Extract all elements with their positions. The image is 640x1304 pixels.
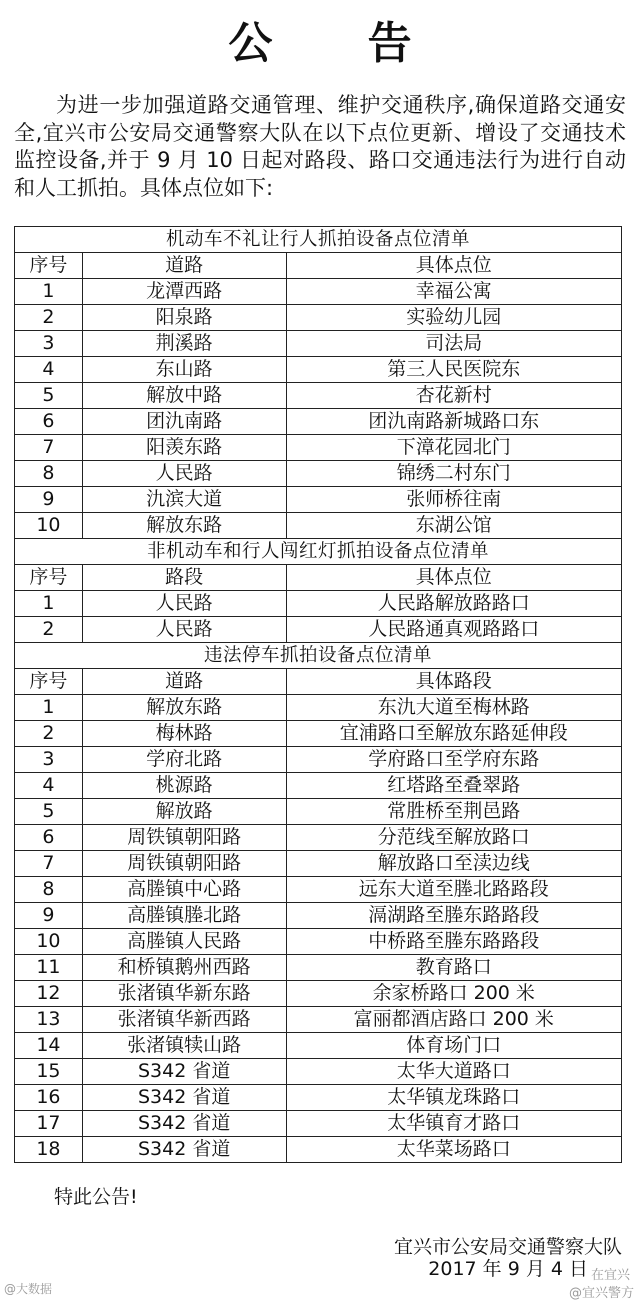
location: 余家桥路口 200 米 (286, 981, 622, 1007)
table-row (15, 981, 622, 1007)
location: 学府路口至学府东路 (286, 747, 622, 773)
table-row (15, 825, 622, 851)
road-name: 阳羡东路 (82, 435, 286, 461)
road-name: 氿滨大道 (82, 487, 286, 513)
location: 太华菜场路口 (286, 1137, 622, 1163)
section-title-row (15, 227, 622, 253)
row-index: 1 (15, 695, 83, 721)
road-name: S342 省道 (82, 1137, 286, 1163)
table-row (15, 1111, 622, 1137)
location: 中桥路至塍东路路段 (286, 929, 622, 955)
row-index: 18 (15, 1137, 83, 1163)
location: 司法局 (286, 331, 622, 357)
row-index: 5 (15, 799, 83, 825)
row-index: 7 (15, 851, 83, 877)
row-index: 11 (15, 955, 83, 981)
table-row (15, 383, 622, 409)
road-name: 学府北路 (82, 747, 286, 773)
watermark-right-top: 在宜兴 (590, 1268, 630, 1283)
table-row (15, 1007, 622, 1033)
watermark-left: @大数据 (4, 1282, 53, 1296)
column-header: 具体路段 (286, 669, 622, 695)
location: 团氿南路新城路口东 (286, 409, 622, 435)
column-header: 路段 (82, 565, 286, 591)
table-row (15, 1085, 622, 1111)
road-name: 高塍镇塍北路 (82, 903, 286, 929)
road-name: 荆溪路 (82, 331, 286, 357)
road-name: 周铁镇朝阳路 (82, 825, 286, 851)
row-index: 5 (15, 383, 83, 409)
row-index: 4 (15, 773, 83, 799)
column-header: 序号 (15, 669, 83, 695)
road-name: 梅林路 (82, 721, 286, 747)
row-index: 9 (15, 487, 83, 513)
table-row (15, 513, 622, 539)
location: 人民路通真观路路口 (286, 617, 622, 643)
intro-text: 为进一步加强道路交通管理、维护交通秩序,确保道路交通安全,宜兴市公安局交通警察大队在以下点位更新、增设了交通技术监控设备,并于 9 月 10 日起对路段、路口交通违法行为进行自动和人工抓拍。具体点位如下: (14, 93, 626, 200)
location: 第三人民医院东 (286, 357, 622, 383)
road-name: 桃源路 (82, 773, 286, 799)
row-index: 3 (15, 747, 83, 773)
location: 太华镇育才路口 (286, 1111, 622, 1137)
row-index: 15 (15, 1059, 83, 1085)
location: 太华镇龙珠路口 (286, 1085, 622, 1111)
table-row (15, 305, 622, 331)
location: 体育场门口 (286, 1033, 622, 1059)
table-header-row (15, 669, 622, 695)
location: 幸福公寓 (286, 279, 622, 305)
table-row (15, 773, 622, 799)
column-header: 序号 (15, 253, 83, 279)
row-index: 2 (15, 305, 83, 331)
section-title-row (15, 643, 622, 669)
row-index: 7 (15, 435, 83, 461)
table-header-row (15, 253, 622, 279)
location: 锦绣二村东门 (286, 461, 622, 487)
location: 宜浦路口至解放东路延伸段 (286, 721, 622, 747)
location: 太华大道路口 (286, 1059, 622, 1085)
intro-paragraph (14, 92, 626, 202)
road-name: 解放中路 (82, 383, 286, 409)
table-row (15, 279, 622, 305)
location: 张师桥往南 (286, 487, 622, 513)
road-name: 东山路 (82, 357, 286, 383)
row-index: 13 (15, 1007, 83, 1033)
road-name: 高塍镇中心路 (82, 877, 286, 903)
location: 解放路口至渎边线 (286, 851, 622, 877)
closing-text: 特此公告! (54, 1186, 138, 1208)
row-index: 1 (15, 591, 83, 617)
section-title-row (15, 539, 622, 565)
issuer-name: 宜兴市公安局交通警察大队 (393, 1236, 622, 1258)
row-index: 1 (15, 279, 83, 305)
row-index: 14 (15, 1033, 83, 1059)
column-header: 道路 (82, 253, 286, 279)
location: 实验幼儿园 (286, 305, 622, 331)
road-name: 张渚镇犊山路 (82, 1033, 286, 1059)
row-index: 8 (15, 461, 83, 487)
table-row (15, 435, 622, 461)
table-row (15, 331, 622, 357)
column-header: 具体点位 (286, 253, 622, 279)
row-index: 4 (15, 357, 83, 383)
location: 红塔路至叠翠路 (286, 773, 622, 799)
location: 杏花新村 (286, 383, 622, 409)
issue-date: 2017 年 9 月 4 日 (428, 1258, 588, 1280)
location: 下漳花园北门 (286, 435, 622, 461)
row-index: 2 (15, 617, 83, 643)
location: 分范线至解放路口 (286, 825, 622, 851)
road-name: S342 省道 (82, 1059, 286, 1085)
table-row (15, 851, 622, 877)
column-header: 道路 (82, 669, 286, 695)
row-index: 16 (15, 1085, 83, 1111)
road-name: 人民路 (82, 461, 286, 487)
table-row (15, 929, 622, 955)
row-index: 12 (15, 981, 83, 1007)
location: 滆湖路至塍东路路段 (286, 903, 622, 929)
section-title: 违法停车抓拍设备点位清单 (15, 643, 622, 669)
location: 教育路口 (286, 955, 622, 981)
table-row (15, 721, 622, 747)
table-row (15, 357, 622, 383)
row-index: 10 (15, 929, 83, 955)
location: 人民路解放路路口 (286, 591, 622, 617)
road-name: S342 省道 (82, 1111, 286, 1137)
row-index: 17 (15, 1111, 83, 1137)
table-header-row (15, 565, 622, 591)
camera-location-table (14, 226, 622, 1163)
section-title: 非机动车和行人闯红灯抓拍设备点位清单 (15, 539, 622, 565)
notice-title: 公 告 (228, 18, 452, 69)
row-index: 9 (15, 903, 83, 929)
row-index: 8 (15, 877, 83, 903)
road-name: S342 省道 (82, 1085, 286, 1111)
table-row (15, 955, 622, 981)
road-name: 龙潭西路 (82, 279, 286, 305)
row-index: 3 (15, 331, 83, 357)
table-row (15, 877, 622, 903)
table-row (15, 591, 622, 617)
column-header: 序号 (15, 565, 83, 591)
location: 富丽都酒店路口 200 米 (286, 1007, 622, 1033)
road-name: 高塍镇人民路 (82, 929, 286, 955)
road-name: 和桥镇鹅州西路 (82, 955, 286, 981)
road-name: 人民路 (82, 617, 286, 643)
road-name: 张渚镇华新东路 (82, 981, 286, 1007)
table-row (15, 487, 622, 513)
column-header: 具体点位 (286, 565, 622, 591)
location: 东氿大道至梅林路 (286, 695, 622, 721)
location: 东湖公馆 (286, 513, 622, 539)
watermark-right-bottom: @宜兴警方 (568, 1286, 634, 1301)
table-row (15, 747, 622, 773)
table-row (15, 409, 622, 435)
table-row (15, 617, 622, 643)
road-name: 人民路 (82, 591, 286, 617)
row-index: 6 (15, 825, 83, 851)
road-name: 团氿南路 (82, 409, 286, 435)
location: 远东大道至塍北路路段 (286, 877, 622, 903)
road-name: 张渚镇华新西路 (82, 1007, 286, 1033)
road-name: 解放东路 (82, 695, 286, 721)
table-row (15, 799, 622, 825)
table-row (15, 1033, 622, 1059)
row-index: 6 (15, 409, 83, 435)
row-index: 10 (15, 513, 83, 539)
table-row (15, 461, 622, 487)
table-row (15, 695, 622, 721)
road-name: 阳泉路 (82, 305, 286, 331)
table-row (15, 1059, 622, 1085)
road-name: 周铁镇朝阳路 (82, 851, 286, 877)
road-name: 解放路 (82, 799, 286, 825)
location: 常胜桥至荆邑路 (286, 799, 622, 825)
road-name: 解放东路 (82, 513, 286, 539)
table-row (15, 903, 622, 929)
table-row (15, 1137, 622, 1163)
section-title: 机动车不礼让行人抓拍设备点位清单 (15, 227, 622, 253)
row-index: 2 (15, 721, 83, 747)
